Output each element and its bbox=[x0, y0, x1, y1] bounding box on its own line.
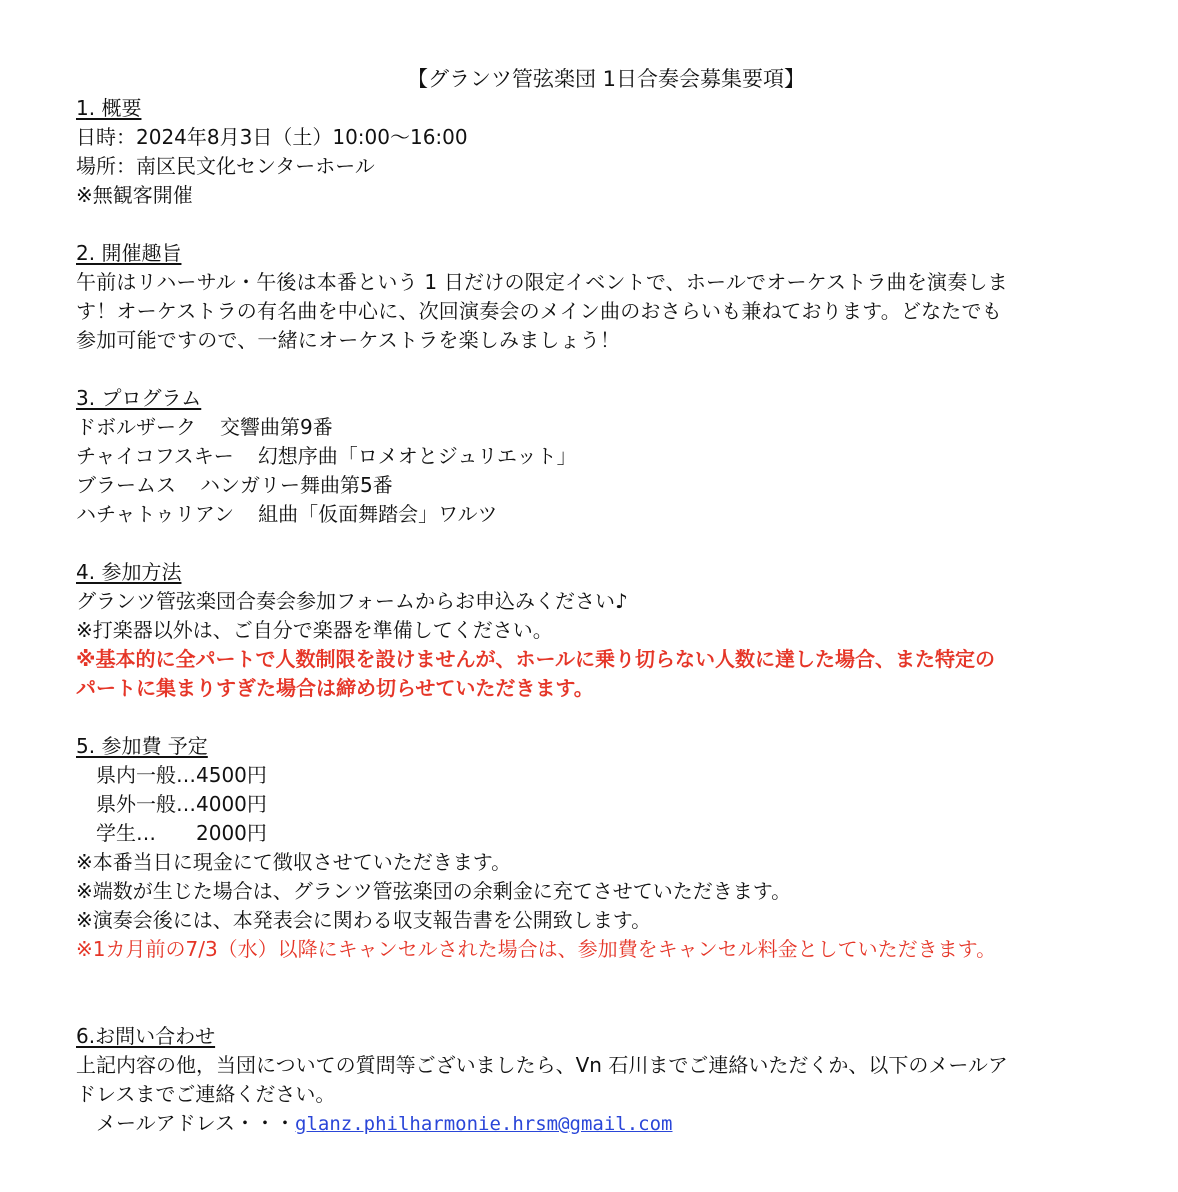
program-piece: 幻想序曲「ロメオとジュリエット」 bbox=[257, 444, 577, 468]
purpose-line: 参加可能ですので、一緒にオーケストラを楽しみましょう！ bbox=[76, 328, 621, 352]
overview-place: 場所：南区民文化センターホール bbox=[76, 154, 375, 178]
section-contact bbox=[76, 1022, 1116, 1139]
program-item bbox=[76, 500, 1116, 529]
program-item bbox=[76, 413, 1116, 442]
method-warning: ※基本的に全パートで人数制限を設けませんが、ホールに乗り切らない人数に達した場合、また特定の bbox=[76, 647, 996, 671]
method-line: ※打楽器以外は、ご自分で楽器を準備してください。 bbox=[76, 618, 553, 642]
contact-mail-row bbox=[76, 1109, 1116, 1139]
fee-note: ※本番当日に現金にて徴収させていただきます。 bbox=[76, 850, 512, 874]
fee-cancel-note: ※1カ月前の7/3（水）以降にキャンセルされた場合は、参加費をキャンセル料金としていただきます。 bbox=[76, 937, 997, 961]
overview-heading: 1. 概要 bbox=[76, 96, 142, 120]
fee-item: 県外一般…4000円 bbox=[96, 792, 267, 816]
section-method bbox=[76, 558, 1116, 703]
fee-heading: 5. 参加費 予定 bbox=[76, 734, 208, 758]
contact-line: 上記内容の他，当団についての質問等ございましたら、Vn 石川までご連絡いただくか、以下のメールア bbox=[76, 1053, 1008, 1077]
document-title: 【グランツ管弦楽団 1日合奏会募集要項】 bbox=[406, 67, 806, 91]
program-piece: ハンガリー舞曲第5番 bbox=[200, 473, 393, 497]
overview-date: 日時：2024年8月3日（土）10:00～16:00 bbox=[76, 125, 468, 149]
purpose-heading: 2. 開催趣旨 bbox=[76, 241, 182, 265]
program-item bbox=[76, 442, 1116, 471]
program-item bbox=[76, 471, 1116, 500]
section-program bbox=[76, 384, 1116, 529]
program-composer: チャイコフスキー bbox=[76, 444, 234, 468]
fee-item: 学生… 2000円 bbox=[96, 821, 267, 845]
program-composer: ブラームス bbox=[76, 473, 176, 497]
method-warning: パートに集まりすぎた場合は締め切らせていただきます。 bbox=[76, 676, 594, 700]
section-fee bbox=[76, 732, 1116, 964]
program-piece: 組曲「仮面舞踏会」ワルツ bbox=[258, 502, 498, 526]
section-purpose bbox=[76, 239, 1116, 355]
method-line: グランツ管弦楽団合奏会参加フォームからお申込みください♪ bbox=[76, 589, 628, 613]
contact-heading: 6.お問い合わせ bbox=[76, 1024, 216, 1048]
fee-note: ※演奏会後には、本発表会に関わる収支報告書を公開致します。 bbox=[76, 908, 652, 932]
fee-note: ※端数が生じた場合は、グランツ管弦楽団の余剰金に充てさせていただきます。 bbox=[76, 879, 792, 903]
mail-label: メールアドレス・・・ bbox=[96, 1111, 295, 1135]
method-heading: 4. 参加方法 bbox=[76, 560, 182, 584]
purpose-line: す！オーケストラの有名曲を中心に、次回演奏会のメイン曲のおさらいも兼ねております。どなたでも bbox=[76, 299, 1002, 323]
program-piece: 交響曲第9番 bbox=[220, 415, 333, 439]
overview-note: ※無観客開催 bbox=[76, 183, 193, 207]
purpose-line: 午前はリハーサル・午後は本番という 1 日だけの限定イベントで、ホールでオーケストラ曲を演奏しま bbox=[76, 270, 1008, 294]
program-composer: ハチャトゥリアン bbox=[76, 502, 235, 526]
section-overview bbox=[76, 94, 1116, 210]
program-composer: ドボルザーク bbox=[76, 415, 196, 439]
program-heading: 3. プログラム bbox=[76, 386, 202, 410]
fee-item: 県内一般…4500円 bbox=[96, 763, 267, 787]
document bbox=[76, 64, 1116, 1139]
contact-line: ドレスまでご連絡ください。 bbox=[76, 1082, 336, 1106]
email-link[interactable]: glanz.philharmonie.hrsm@gmail.com bbox=[295, 1113, 673, 1135]
